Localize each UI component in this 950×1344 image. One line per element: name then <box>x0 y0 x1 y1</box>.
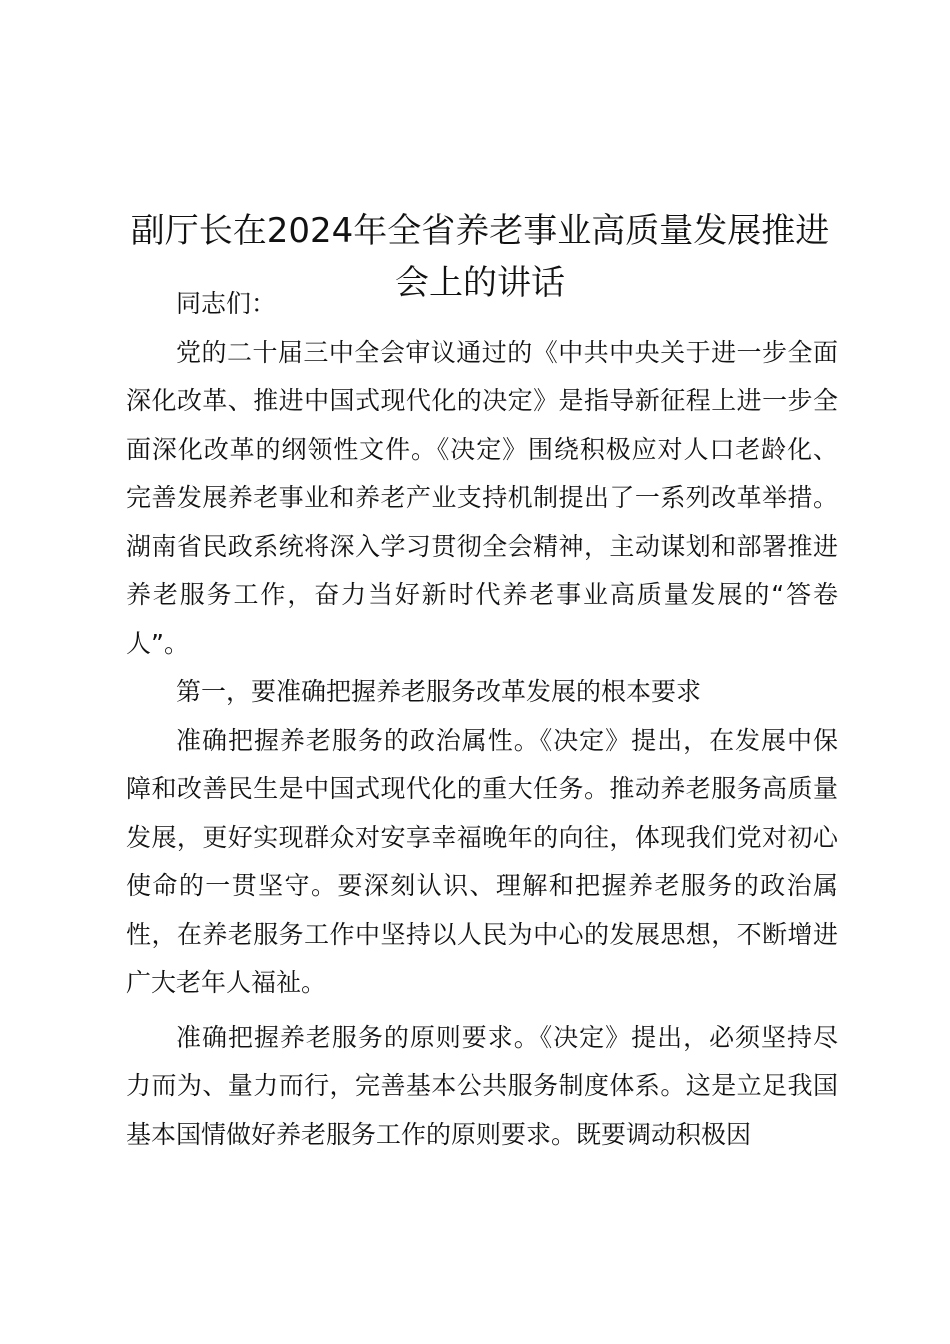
document-body <box>126 280 838 1159</box>
paragraph-principle-requirements: 准确把握养老服务的原则要求。《决定》提出，必须坚持尽力而为、量力而行，完善基本公共服务制度体系。这是立足我国基本国情做好养老服务工作的原则要求。既要调动积极因 <box>126 1022 838 1149</box>
section-heading-first: 第一，要准确把握养老服务改革发展的根本要求 <box>176 677 702 706</box>
paragraph-political-attribute: 准确把握养老服务的政治属性。《决定》提出，在发展中保障和改善民生是中国式现代化的重大任务。推动养老服务高质量发展，更好实现群众对安享幸福晚年的向往，体现我们党对初心使命的一贯坚守。要深刻认识、理解和把握养老服务的政治属性，在养老服务工作中坚持以人民为中心的发展思想，不断增进广大老年人福祉。 <box>126 725 838 997</box>
document-title: 副厅长在2024年全省养老事业高质量发展推进会上的讲话 <box>130 210 830 303</box>
paragraph-intro: 党的二十届三中全会审议通过的《中共中央关于进一步全面深化改革、推进中国式现代化的决定》是指导新征程上进一步全面深化改革的纲领性文件。《决定》围绕积极应对人口老龄化、完善发展养老事业和养老产业支持机制提出了一系列改革举措。湖南省民政系统将深入学习贯彻全会精神，主动谋划和部署推进养老服务工作，奋力当好新时代养老事业高质量发展的“答卷人”。 <box>126 337 838 658</box>
salutation: 同志们： <box>176 289 277 318</box>
